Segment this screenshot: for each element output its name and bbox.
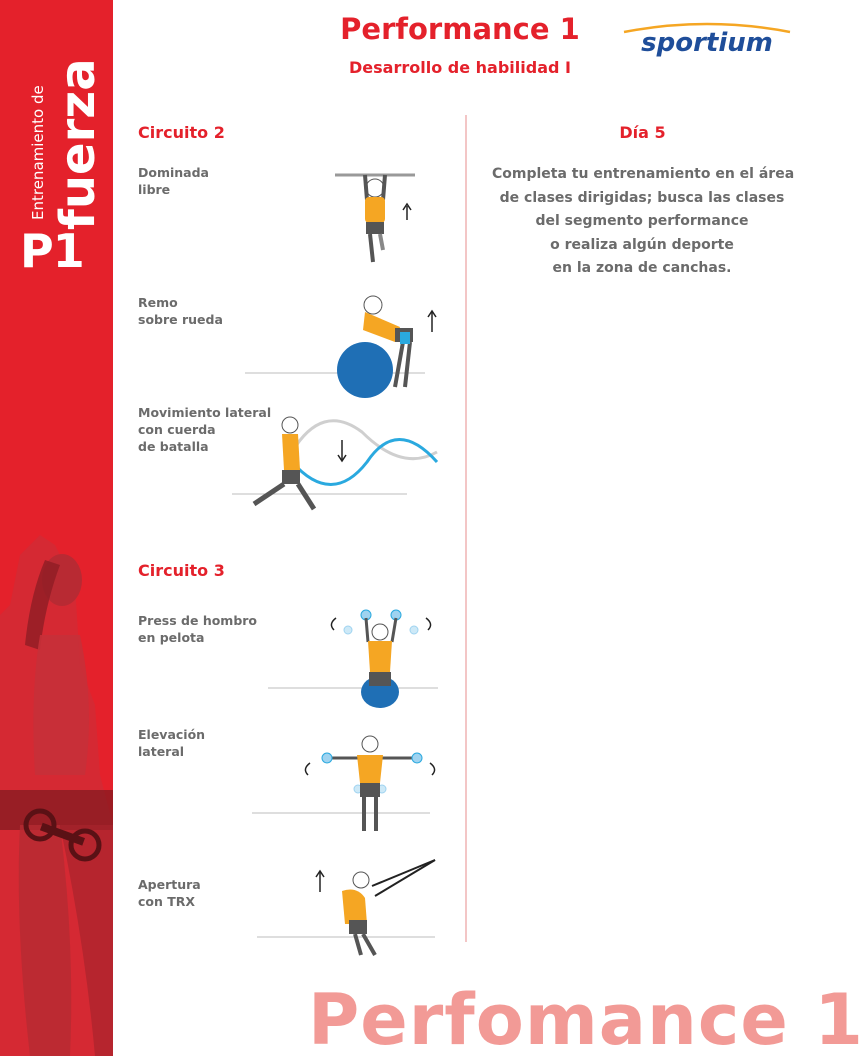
- battle-rope-figure: [232, 412, 442, 514]
- page-subtitle: Desarrollo de habilidad I: [349, 58, 571, 77]
- day-title: Día 5: [619, 123, 666, 142]
- exercise-label-elevacion: Elevación lateral: [138, 727, 206, 759]
- circuit-2-title: Circuito 2: [138, 123, 225, 142]
- day-instructions: Completa tu entrenamiento en el área de clases dirigidas; busca las clases del segmento performance o realiza algún deporte en la zona de canchas.: [492, 166, 795, 276]
- athlete-photo: [0, 525, 113, 1056]
- exercise-label-press: Press de hombro en pelota: [138, 613, 258, 645]
- shoulder-press-figure: [268, 606, 440, 710]
- trx-fly-figure: [257, 858, 440, 958]
- sidebar-label-bold: [50, 30, 106, 230]
- sportium-logo: [618, 18, 796, 60]
- pull-up-figure: [335, 170, 425, 270]
- sidebar-label-light: [30, 40, 46, 220]
- exercise-label-trx: Apertura con TRX: [138, 877, 201, 909]
- svg-text:fuerza: fuerza: [50, 58, 106, 230]
- column-divider: [465, 115, 467, 942]
- lateral-raise-figure: [252, 733, 444, 833]
- footer-watermark: Perfomance 1: [308, 979, 864, 1061]
- exercise-label-remo: Remo sobre rueda: [138, 295, 223, 327]
- exercise-label-cuerda: Movimiento lateral con cuerda de batalla: [138, 405, 272, 454]
- svg-text:Entrenamiento de: Entrenamiento de: [29, 85, 47, 220]
- page-title: Performance 1: [340, 12, 580, 46]
- circuit-3-title: Circuito 3: [138, 561, 225, 580]
- sidebar: [0, 0, 113, 1056]
- svg-text:sportium: sportium: [641, 28, 773, 58]
- exercise-label-dominada: Dominada libre: [138, 165, 209, 197]
- level-badge: P1: [20, 224, 84, 278]
- ball-row-figure: [245, 292, 445, 397]
